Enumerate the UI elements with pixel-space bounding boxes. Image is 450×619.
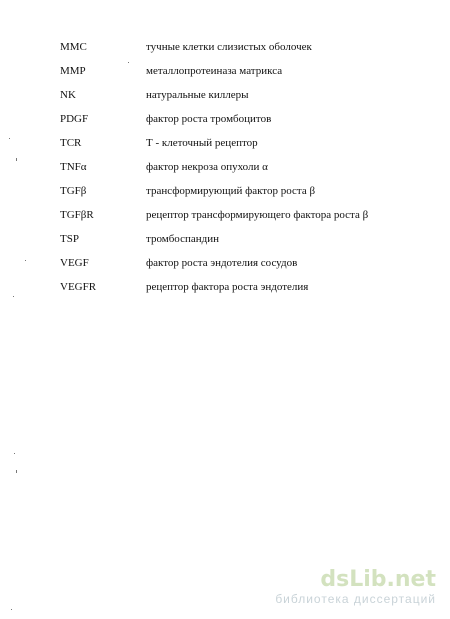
abbreviation-definition: фактор некроза опухоли α <box>146 161 268 173</box>
abbreviation-list <box>0 0 450 300</box>
abbreviation-row <box>0 208 450 228</box>
abbreviation-row <box>0 184 450 204</box>
scan-speck <box>9 138 10 139</box>
abbreviation-definition: трансформирующий фактор роста β <box>146 185 316 197</box>
abbreviation-term: VEGFR <box>60 281 97 293</box>
abbreviation-term: TCR <box>60 137 82 149</box>
abbreviation-definition: фактор роста тромбоцитов <box>146 113 272 125</box>
scan-speck <box>13 296 14 297</box>
abbreviation-definition: металлопротеиназа матрикса <box>146 65 283 77</box>
abbreviation-row <box>0 160 450 180</box>
dslib-watermark <box>275 568 436 606</box>
scan-speck <box>16 158 17 161</box>
abbreviation-term: TGFβR <box>60 209 94 221</box>
scan-speck <box>128 62 129 63</box>
abbreviation-row <box>0 232 450 252</box>
abbreviation-row <box>0 136 450 156</box>
abbreviation-row <box>0 280 450 300</box>
scan-speck <box>16 470 17 473</box>
watermark-tagline: библиотека диссертаций <box>275 592 436 606</box>
abbreviation-definition: тучные клетки слизистых оболочек <box>146 41 312 53</box>
abbreviation-definition: Т - клеточный рецептор <box>146 137 258 149</box>
abbreviation-term: TNFα <box>60 161 87 173</box>
abbreviation-row <box>0 64 450 84</box>
abbreviation-row <box>0 88 450 108</box>
abbreviation-definition: рецептор трансформирующего фактора роста β <box>146 209 369 221</box>
abbreviation-term: NK <box>60 89 76 101</box>
abbreviation-row <box>0 256 450 276</box>
abbreviation-term: TSP <box>60 233 79 245</box>
abbreviation-row <box>0 112 450 132</box>
scan-speck <box>25 260 26 261</box>
abbreviation-term: ММР <box>60 65 86 77</box>
abbreviation-term: PDGF <box>60 113 89 125</box>
scan-speck <box>11 609 12 610</box>
abbreviation-definition: рецептор фактора роста эндотелия <box>146 281 309 293</box>
abbreviation-definition: натуральные киллеры <box>146 89 249 101</box>
abbreviation-term: ММС <box>60 41 87 53</box>
watermark-logo: dsLib.net <box>320 567 436 592</box>
scan-speck <box>14 453 15 454</box>
abbreviation-row <box>0 40 450 60</box>
abbreviation-term: TGFβ <box>60 185 87 197</box>
abbreviation-definition: фактор роста эндотелия сосудов <box>146 257 298 269</box>
abbreviation-term: VEGF <box>60 257 89 269</box>
abbreviation-definition: тромбоспандин <box>146 233 219 245</box>
